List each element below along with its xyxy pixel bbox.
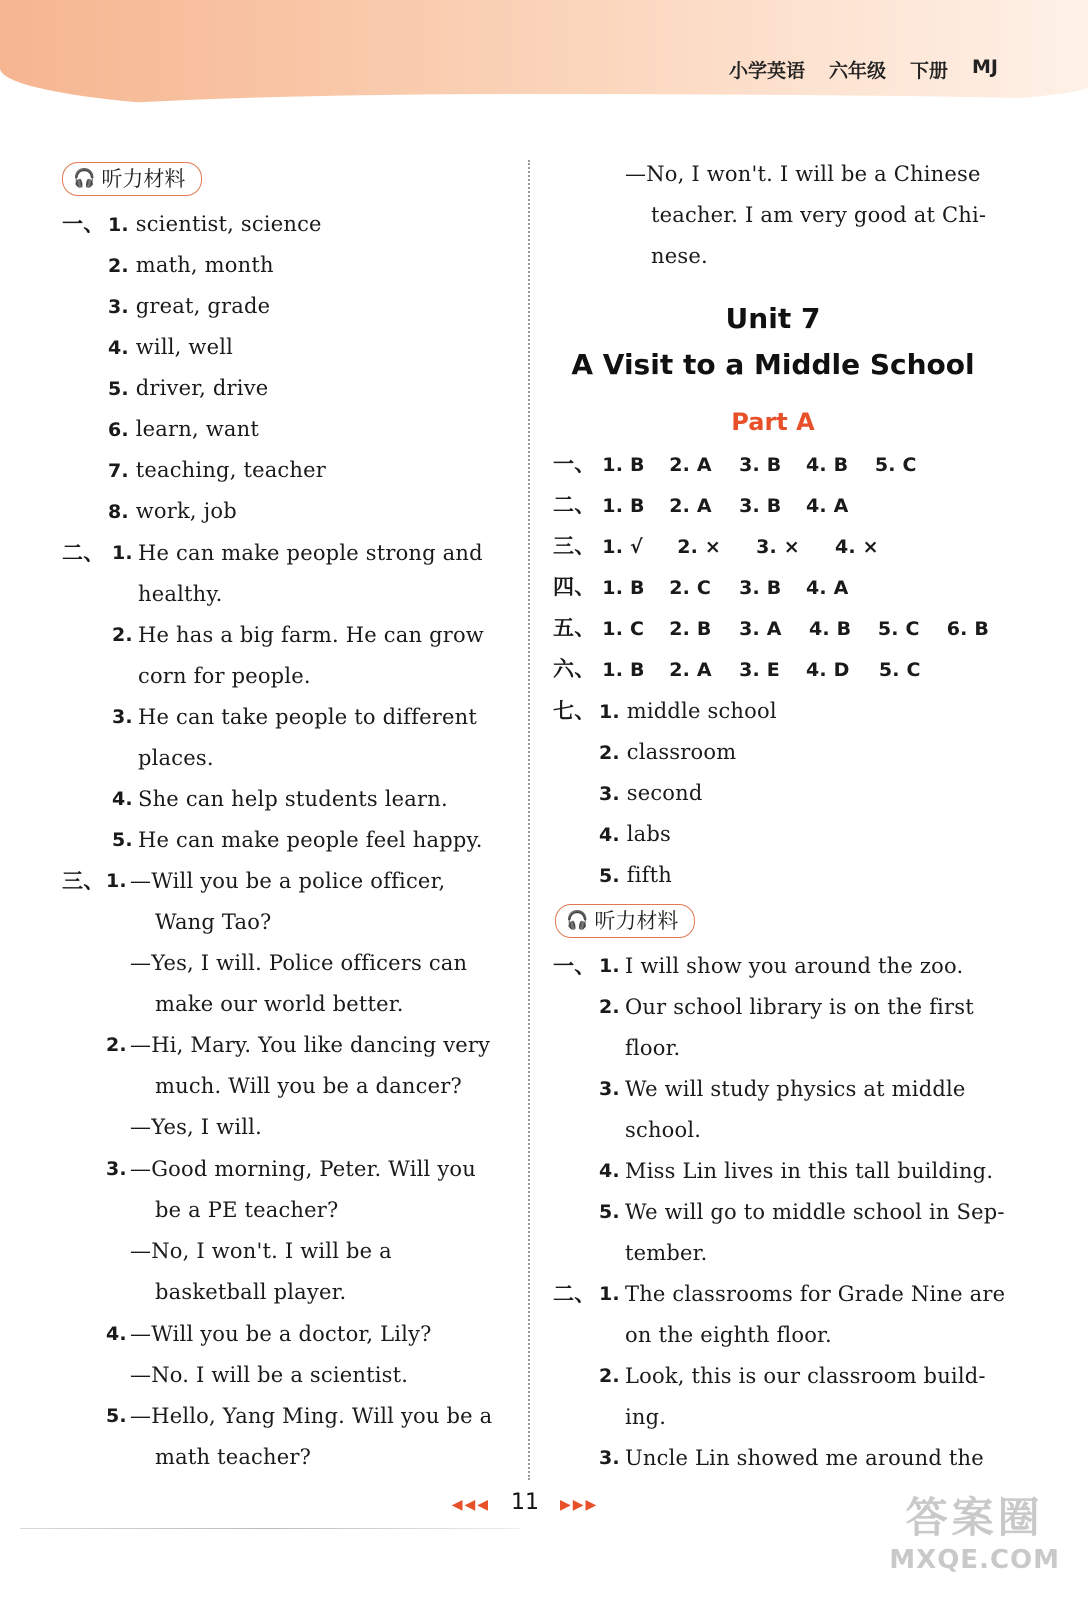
dialogue-line: —Will you be a police officer, xyxy=(130,869,446,893)
dialogue-line: be a PE teacher? xyxy=(155,1198,339,1222)
section-marker: 七、 xyxy=(553,699,596,723)
list-item: 5. fifth xyxy=(599,863,672,887)
sentence-line: We will study physics at middle xyxy=(625,1077,966,1101)
item-number: 5. xyxy=(106,1405,127,1427)
sentence-line: Miss Lin lives in this tall building. xyxy=(625,1159,994,1183)
dialogue-line: Wang Tao? xyxy=(155,910,272,934)
header-band xyxy=(0,0,1088,110)
dialogue-line: —Will you be a doctor, Lily? xyxy=(130,1322,432,1346)
answer-row: 一、 1. B 2. A 3. B 4. B 5. C xyxy=(553,452,917,476)
section-marker: 二、 xyxy=(62,541,105,565)
item-number: 5. xyxy=(599,1201,620,1223)
sentence-line: Look, this is our classroom build- xyxy=(625,1364,986,1388)
item-number: 3. xyxy=(106,1158,127,1180)
sentence-line: He can take people to different xyxy=(138,705,477,729)
sentence-line: The classrooms for Grade Nine are xyxy=(625,1282,1006,1306)
listening-tag-label: 听力材料 xyxy=(101,167,186,191)
item-number: 2. xyxy=(599,996,620,1018)
dialogue-line: —Good morning, Peter. Will you xyxy=(130,1157,476,1181)
dialogue-line: —No. I will be a scientist. xyxy=(130,1363,409,1387)
column-divider xyxy=(528,160,530,1480)
sentence-line: She can help students learn. xyxy=(138,787,448,811)
dialogue-line: —Hello, Yang Ming. Will you be a xyxy=(130,1404,493,1428)
item-number: 2. xyxy=(112,624,133,646)
item-number: 1. xyxy=(599,955,620,977)
item-number: 4. xyxy=(112,788,133,810)
dialogue-line: —No, I won't. I will be a xyxy=(130,1239,392,1263)
item-number: 1. xyxy=(106,870,127,892)
listening-tag xyxy=(62,162,202,196)
dialogue-line: basketball player. xyxy=(155,1280,347,1304)
item-number: 2. xyxy=(599,1365,620,1387)
listening-tag-label: 听力材料 xyxy=(594,909,679,933)
sentence-line: corn for people. xyxy=(138,664,311,688)
list-item: 2. classroom xyxy=(599,740,737,764)
headphones-icon: 🎧 xyxy=(73,168,96,189)
listening-tag xyxy=(555,904,695,938)
section-marker: 一、 xyxy=(553,954,596,978)
next-arrows-icon: ▶▶▶ xyxy=(560,1497,599,1513)
list-item: 3. great, grade xyxy=(108,294,271,318)
list-item: 4. will, well xyxy=(108,335,234,359)
list-item: 7. teaching, teacher xyxy=(108,458,326,482)
item-number: 5. xyxy=(112,829,133,851)
answer-row: 六、 1. B 2. A 3. E 4. D 5. C xyxy=(553,657,921,681)
item-number: 1. xyxy=(112,542,133,564)
sentence-line: places. xyxy=(138,746,214,770)
dialogue-line: teacher. I am very good at Chi- xyxy=(651,203,987,227)
sentence-line: Uncle Lin showed me around the xyxy=(625,1446,984,1470)
book-meta xyxy=(729,56,998,83)
item-number: 3. xyxy=(112,706,133,728)
section-marker: 一、 xyxy=(62,212,105,236)
dialogue-line: —Yes, I will. xyxy=(130,1115,262,1139)
item-number: 4. xyxy=(106,1323,127,1345)
dialogue-line: make our world better. xyxy=(155,992,404,1016)
item-number: 2. xyxy=(106,1034,127,1056)
dialogue-line: —Hi, Mary. You like dancing very xyxy=(130,1033,491,1057)
answer-row: 三、 1. √ 2. × 3. × 4. × xyxy=(553,534,879,558)
sentence-line: I will show you around the zoo. xyxy=(625,954,964,978)
answer-row: 五、 1. C 2. B 3. A 4. B 5. C 6. B xyxy=(553,616,990,640)
sentence-line: tember. xyxy=(625,1241,708,1265)
page-number-value: 11 xyxy=(511,1490,539,1515)
sentence-line: school. xyxy=(625,1118,702,1142)
answer-row: 二、 1. B 2. A 3. B 4. A xyxy=(553,493,849,517)
list-item: 2. math, month xyxy=(108,253,274,277)
sentence-line: on the eighth floor. xyxy=(625,1323,832,1347)
answer-row: 四、 1. B 2. C 3. B 4. A xyxy=(553,575,849,599)
sentence-line: He can make people strong and xyxy=(138,541,483,565)
sentence-line: ing. xyxy=(625,1405,667,1429)
sentence-line: He has a big farm. He can grow xyxy=(138,623,484,647)
list-item: 4. labs xyxy=(599,822,671,846)
prev-arrows-icon: ◀◀◀ xyxy=(451,1497,490,1513)
section-marker: 二、 xyxy=(553,1282,596,1306)
volume-label: 下册 xyxy=(910,60,949,82)
grade-label: 六年级 xyxy=(828,60,886,82)
sentence-line: healthy. xyxy=(138,582,223,606)
list-item: 1. middle school xyxy=(599,699,777,723)
list-item: 5. driver, drive xyxy=(108,376,269,400)
item-number: 3. xyxy=(599,1447,620,1469)
item-number: 4. xyxy=(599,1160,620,1182)
item-number: 1. xyxy=(599,1283,620,1305)
sentence-line: He can make people feel happy. xyxy=(138,828,483,852)
sentence-line: floor. xyxy=(625,1036,681,1060)
footer-rule xyxy=(20,1528,520,1529)
page-number xyxy=(440,1490,610,1515)
list-item: 1. scientist, science xyxy=(108,212,322,236)
list-item: 3. second xyxy=(599,781,703,805)
headphones-icon: 🎧 xyxy=(566,910,589,931)
dialogue-line: —No, I won't. I will be a Chinese xyxy=(625,162,981,186)
section-marker: 三、 xyxy=(62,869,105,893)
subject-label: 小学英语 xyxy=(728,60,805,82)
edition-label: MJ xyxy=(972,56,998,78)
dialogue-line: math teacher? xyxy=(155,1445,312,1469)
unit-title: Unit 7 xyxy=(725,302,821,335)
watermark-logo: 答案圈 MXQE.COM xyxy=(889,1493,1060,1575)
part-title: Part A xyxy=(731,408,815,436)
item-number: 3. xyxy=(599,1078,620,1100)
sentence-line: We will go to middle school in Sep- xyxy=(625,1200,1005,1224)
dialogue-line: much. Will you be a dancer? xyxy=(155,1074,462,1098)
sentence-line: Our school library is on the first xyxy=(625,995,974,1019)
unit-subtitle: A Visit to a Middle School xyxy=(571,348,975,381)
list-item: 6. learn, want xyxy=(108,417,259,441)
dialogue-line: —Yes, I will. Police officers can xyxy=(130,951,468,975)
dialogue-line: nese. xyxy=(651,244,708,268)
list-item: 8. work, job xyxy=(108,499,237,523)
